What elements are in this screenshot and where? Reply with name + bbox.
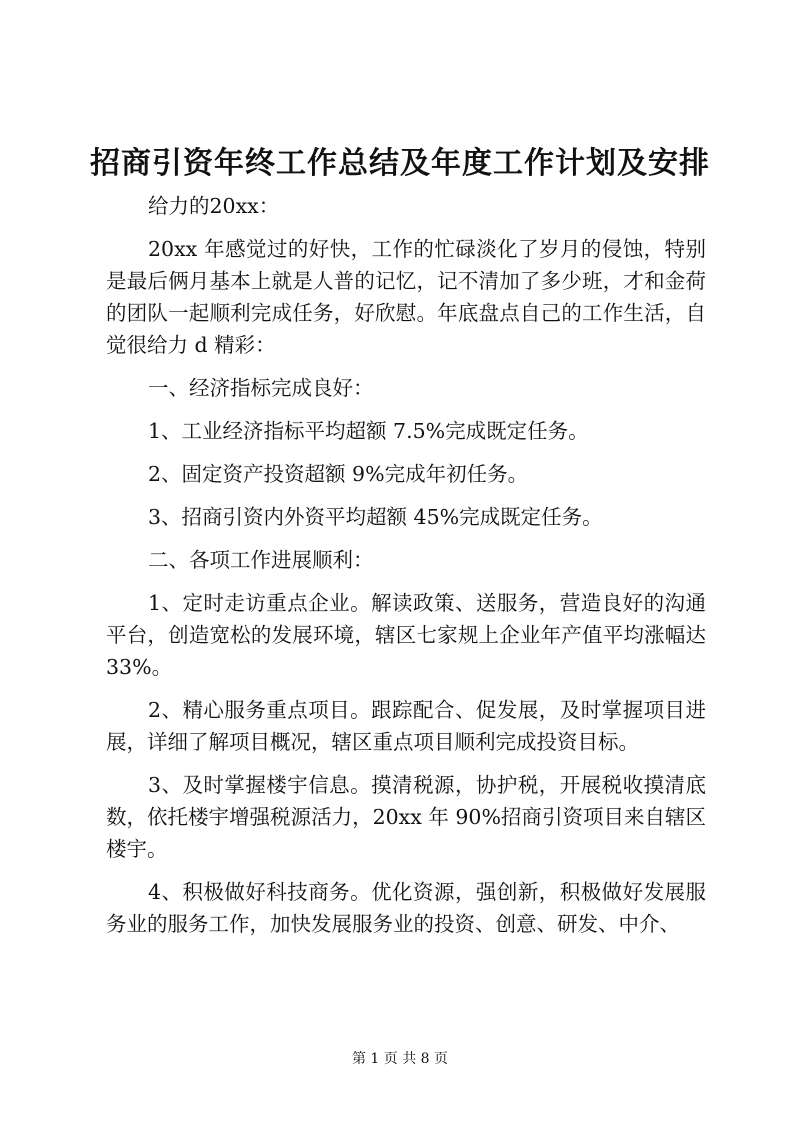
section-heading-progress: 二、各项工作进展顺利：: [148, 548, 374, 572]
list-item-investment: 3、招商引资内外资平均超额 45%完成既定任务。: [148, 505, 603, 529]
list-item-building-info: 3、及时掌握楼宇信息。摸清税源，协护税，开展税收摸清底数，依托楼宇增强税源活力，20xx 年 90%招商引资项目来自辖区楼宇。: [106, 773, 706, 861]
greeting-paragraph: 给力的20xx：: [148, 194, 280, 218]
list-item-enterprise-visits: 1、定时走访重点企业。解读政策、送服务，营造良好的沟通平台，创造宽松的发展环境，辖区七家规上企业年产值平均涨幅达 33%。: [106, 591, 706, 679]
list-item-industrial: 1、工业经济指标平均超额 7.5%完成既定任务。: [148, 419, 589, 443]
document-title: 招商引资年终工作总结及年度工作计划及安排: [90, 146, 710, 181]
document-body: [106, 190, 706, 951]
intro-paragraph: 20xx 年感觉过的好快，工作的忙碌淡化了岁月的侵蚀，特别是最后俩月基本上就是人普的记忆，记不清加了多少班，才和金荷的团队一起顺利完成任务，好欣慰。年底盘点自己的工作生活，自觉很给力 d 精彩：: [106, 237, 706, 357]
list-item-tech-commerce: 4、积极做好科技商务。优化资源，强创新，积极做好发展服务业的服务工作，加快发展服务业的投资、创意、研发、中介、: [106, 880, 706, 936]
section-heading-economic: 一、经济指标完成良好：: [148, 376, 374, 400]
page-number-footer: 第 1 页 共 8 页: [351, 1051, 449, 1067]
list-item-key-projects: 2、精心服务重点项目。跟踪配合、促发展，及时掌握项目进展，详细了解项目概况，辖区重点项目顺利完成投资目标。: [106, 698, 706, 754]
list-item-fixed-assets: 2、固定资产投资超额 9%完成年初任务。: [148, 462, 529, 486]
